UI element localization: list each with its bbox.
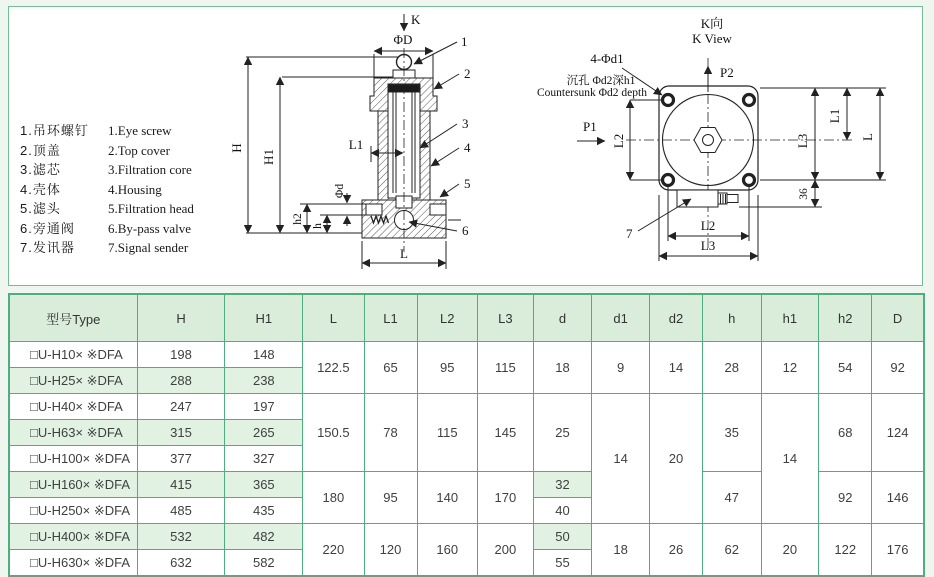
legend-label-en: 7.Signal sender xyxy=(108,240,189,255)
table-cell: 145 xyxy=(477,394,533,472)
table-cell: 92 xyxy=(872,342,924,394)
legend-label-zh: 6.旁通阀 xyxy=(20,220,75,236)
legend-label-en: 4.Housing xyxy=(108,181,162,197)
dimensions-table xyxy=(8,293,925,577)
model-type-cell: □U-H400× ※DFA xyxy=(9,524,137,550)
callout-7: 7 xyxy=(626,226,633,241)
table-cell: 377 xyxy=(137,446,225,472)
dim-label-36: 36 xyxy=(798,188,810,200)
dim-label-phiD: ΦD xyxy=(393,32,413,47)
legend-label-zh: 7.发讯器 xyxy=(20,240,75,255)
table-cell: 180 xyxy=(303,472,364,524)
table-cell: 12 xyxy=(761,342,819,394)
table-cell: 120 xyxy=(364,524,417,577)
table-cell: 20 xyxy=(761,524,819,577)
dim-label-h2: h2 xyxy=(292,213,304,225)
table-header-cell: H xyxy=(137,294,225,342)
table-cell: 92 xyxy=(819,472,872,524)
table-head xyxy=(9,294,924,342)
table-cell: 14 xyxy=(761,394,819,524)
table-cell: 35 xyxy=(703,394,762,472)
table-header-cell: L1 xyxy=(364,294,417,342)
dim-label-L2-bottom: L2 xyxy=(700,218,716,233)
countersunk-label-en: Countersunk Φd2 depth xyxy=(537,87,647,99)
table-cell: 415 xyxy=(137,472,225,498)
table-cell: 9 xyxy=(592,342,650,394)
table-cell: 238 xyxy=(225,368,303,394)
model-type-cell: □U-H250× ※DFA xyxy=(9,498,137,524)
table-header-cell: h1 xyxy=(761,294,819,342)
legend-label-zh: 3.滤芯 xyxy=(20,162,61,177)
table-cell: 115 xyxy=(417,394,477,472)
table-cell: 47 xyxy=(703,472,762,524)
table-header-cell: D xyxy=(872,294,924,342)
dim-label-L2-left: L2 xyxy=(611,133,626,149)
legend-label-zh: 5.滤头 xyxy=(20,201,61,216)
table-cell: 365 xyxy=(225,472,303,498)
table-cell: 160 xyxy=(417,524,477,577)
table-cell: 200 xyxy=(477,524,533,577)
table-cell: 482 xyxy=(225,524,303,550)
model-type-cell: □U-H630× ※DFA xyxy=(9,550,137,577)
legend-label-zh: 1.吊环螺钉 xyxy=(20,123,89,138)
table-cell: 170 xyxy=(477,472,533,524)
dim-label-H: H xyxy=(229,143,244,153)
table-cell: 532 xyxy=(137,524,225,550)
table-cell: 176 xyxy=(872,524,924,577)
table-cell: 146 xyxy=(872,472,924,524)
table-cell: 55 xyxy=(533,550,592,577)
table-cell: 582 xyxy=(225,550,303,577)
legend-label-en: 6.By-pass valve xyxy=(108,220,192,236)
legend-label-en: 2.Top cover xyxy=(108,142,170,158)
dim-label-L1: L1 xyxy=(348,137,364,152)
table-header-cell: L xyxy=(303,294,364,342)
countersunk-label-zh: 沉孔 Φd2深h1 xyxy=(566,75,636,87)
table-cell: 25 xyxy=(533,394,592,472)
table-header-cell: 型号Type xyxy=(9,294,137,342)
table-header-cell: d xyxy=(533,294,592,342)
table-header-cell: d2 xyxy=(649,294,702,342)
table-row xyxy=(9,524,924,550)
legend-label-zh: 2.顶盖 xyxy=(20,142,61,158)
table-cell: 32 xyxy=(533,472,592,498)
table-row xyxy=(9,394,924,420)
table-header-cell: h xyxy=(703,294,762,342)
table-header-cell: L3 xyxy=(477,294,533,342)
table-header-cell: h2 xyxy=(819,294,872,342)
table-cell: 198 xyxy=(137,342,225,368)
callout-5: 5 xyxy=(464,176,471,191)
table-cell: 247 xyxy=(137,394,225,420)
table-cell: 20 xyxy=(649,394,702,524)
table-cell: 265 xyxy=(225,420,303,446)
model-type-cell: □U-H25× ※DFA xyxy=(9,368,137,394)
table-cell: 124 xyxy=(872,394,924,472)
table-cell: 485 xyxy=(137,498,225,524)
model-type-cell: □U-H100× ※DFA xyxy=(9,446,137,472)
legend-label-en: 1.Eye screw xyxy=(108,123,172,138)
table-cell: 18 xyxy=(592,524,650,577)
model-type-cell: □U-H63× ※DFA xyxy=(9,420,137,446)
dim-label-h: h xyxy=(312,223,324,229)
table-cell: 78 xyxy=(364,394,417,472)
callout-6: 6 xyxy=(462,223,469,238)
table-cell: 122.5 xyxy=(303,342,364,394)
table-cell: 50 xyxy=(533,524,592,550)
port-label-p2: P2 xyxy=(720,65,734,80)
table-header-cell: L2 xyxy=(417,294,477,342)
table-header-cell: d1 xyxy=(592,294,650,342)
dim-label-k: K xyxy=(411,12,421,27)
table-row xyxy=(9,342,924,368)
table-cell: 62 xyxy=(703,524,762,577)
legend-label-en: 3.Filtration core xyxy=(108,162,192,177)
table-cell: 220 xyxy=(303,524,364,577)
table-cell: 288 xyxy=(137,368,225,394)
signal-sender xyxy=(677,190,718,207)
k-view-title-zh: K向 xyxy=(700,16,724,31)
table-cell: 140 xyxy=(417,472,477,524)
table-cell: 148 xyxy=(225,342,303,368)
legend-label-en: 5.Filtration head xyxy=(108,201,194,216)
callout-1: 1 xyxy=(461,34,468,49)
table-cell: 65 xyxy=(364,342,417,394)
dim-label-H1: H1 xyxy=(261,149,276,165)
table-header-cell: H1 xyxy=(225,294,303,342)
holes-label: 4-Φd1 xyxy=(590,51,624,66)
legend-label-zh: 4.壳体 xyxy=(20,181,61,197)
model-type-cell: □U-H10× ※DFA xyxy=(9,342,137,368)
table-cell: 95 xyxy=(417,342,477,394)
k-view-title-en: K View xyxy=(692,31,732,46)
table-cell: 197 xyxy=(225,394,303,420)
callout-2: 2 xyxy=(464,66,471,81)
table-cell: 14 xyxy=(592,394,650,524)
dim-label-phid: Φd xyxy=(334,183,346,199)
port-label-p1: P1 xyxy=(583,119,597,134)
table-body xyxy=(9,342,924,577)
table-cell: 28 xyxy=(703,342,762,394)
table-cell: 26 xyxy=(649,524,702,577)
callout-3: 3 xyxy=(462,116,469,131)
dim-label-L-right: L xyxy=(860,133,875,141)
table-cell: 327 xyxy=(225,446,303,472)
table-cell: 122 xyxy=(819,524,872,577)
dim-label-L3-bottom: L3 xyxy=(700,238,716,253)
table-cell: 54 xyxy=(819,342,872,394)
table-cell: 315 xyxy=(137,420,225,446)
dim-label-L1-right: L1 xyxy=(827,108,842,124)
table-cell: 115 xyxy=(477,342,533,394)
model-type-cell: □U-H160× ※DFA xyxy=(9,472,137,498)
table-cell: 95 xyxy=(364,472,417,524)
dim-label-L3-right: L3 xyxy=(795,133,810,149)
table-cell: 40 xyxy=(533,498,592,524)
table-cell: 14 xyxy=(649,342,702,394)
table-cell: 435 xyxy=(225,498,303,524)
model-type-cell: □U-H40× ※DFA xyxy=(9,394,137,420)
table-cell: 150.5 xyxy=(303,394,364,472)
table-cell: 18 xyxy=(533,342,592,394)
callout-4: 4 xyxy=(464,140,471,155)
table-cell: 68 xyxy=(819,394,872,472)
dim-label-L: L xyxy=(400,246,408,261)
table-cell: 632 xyxy=(137,550,225,577)
